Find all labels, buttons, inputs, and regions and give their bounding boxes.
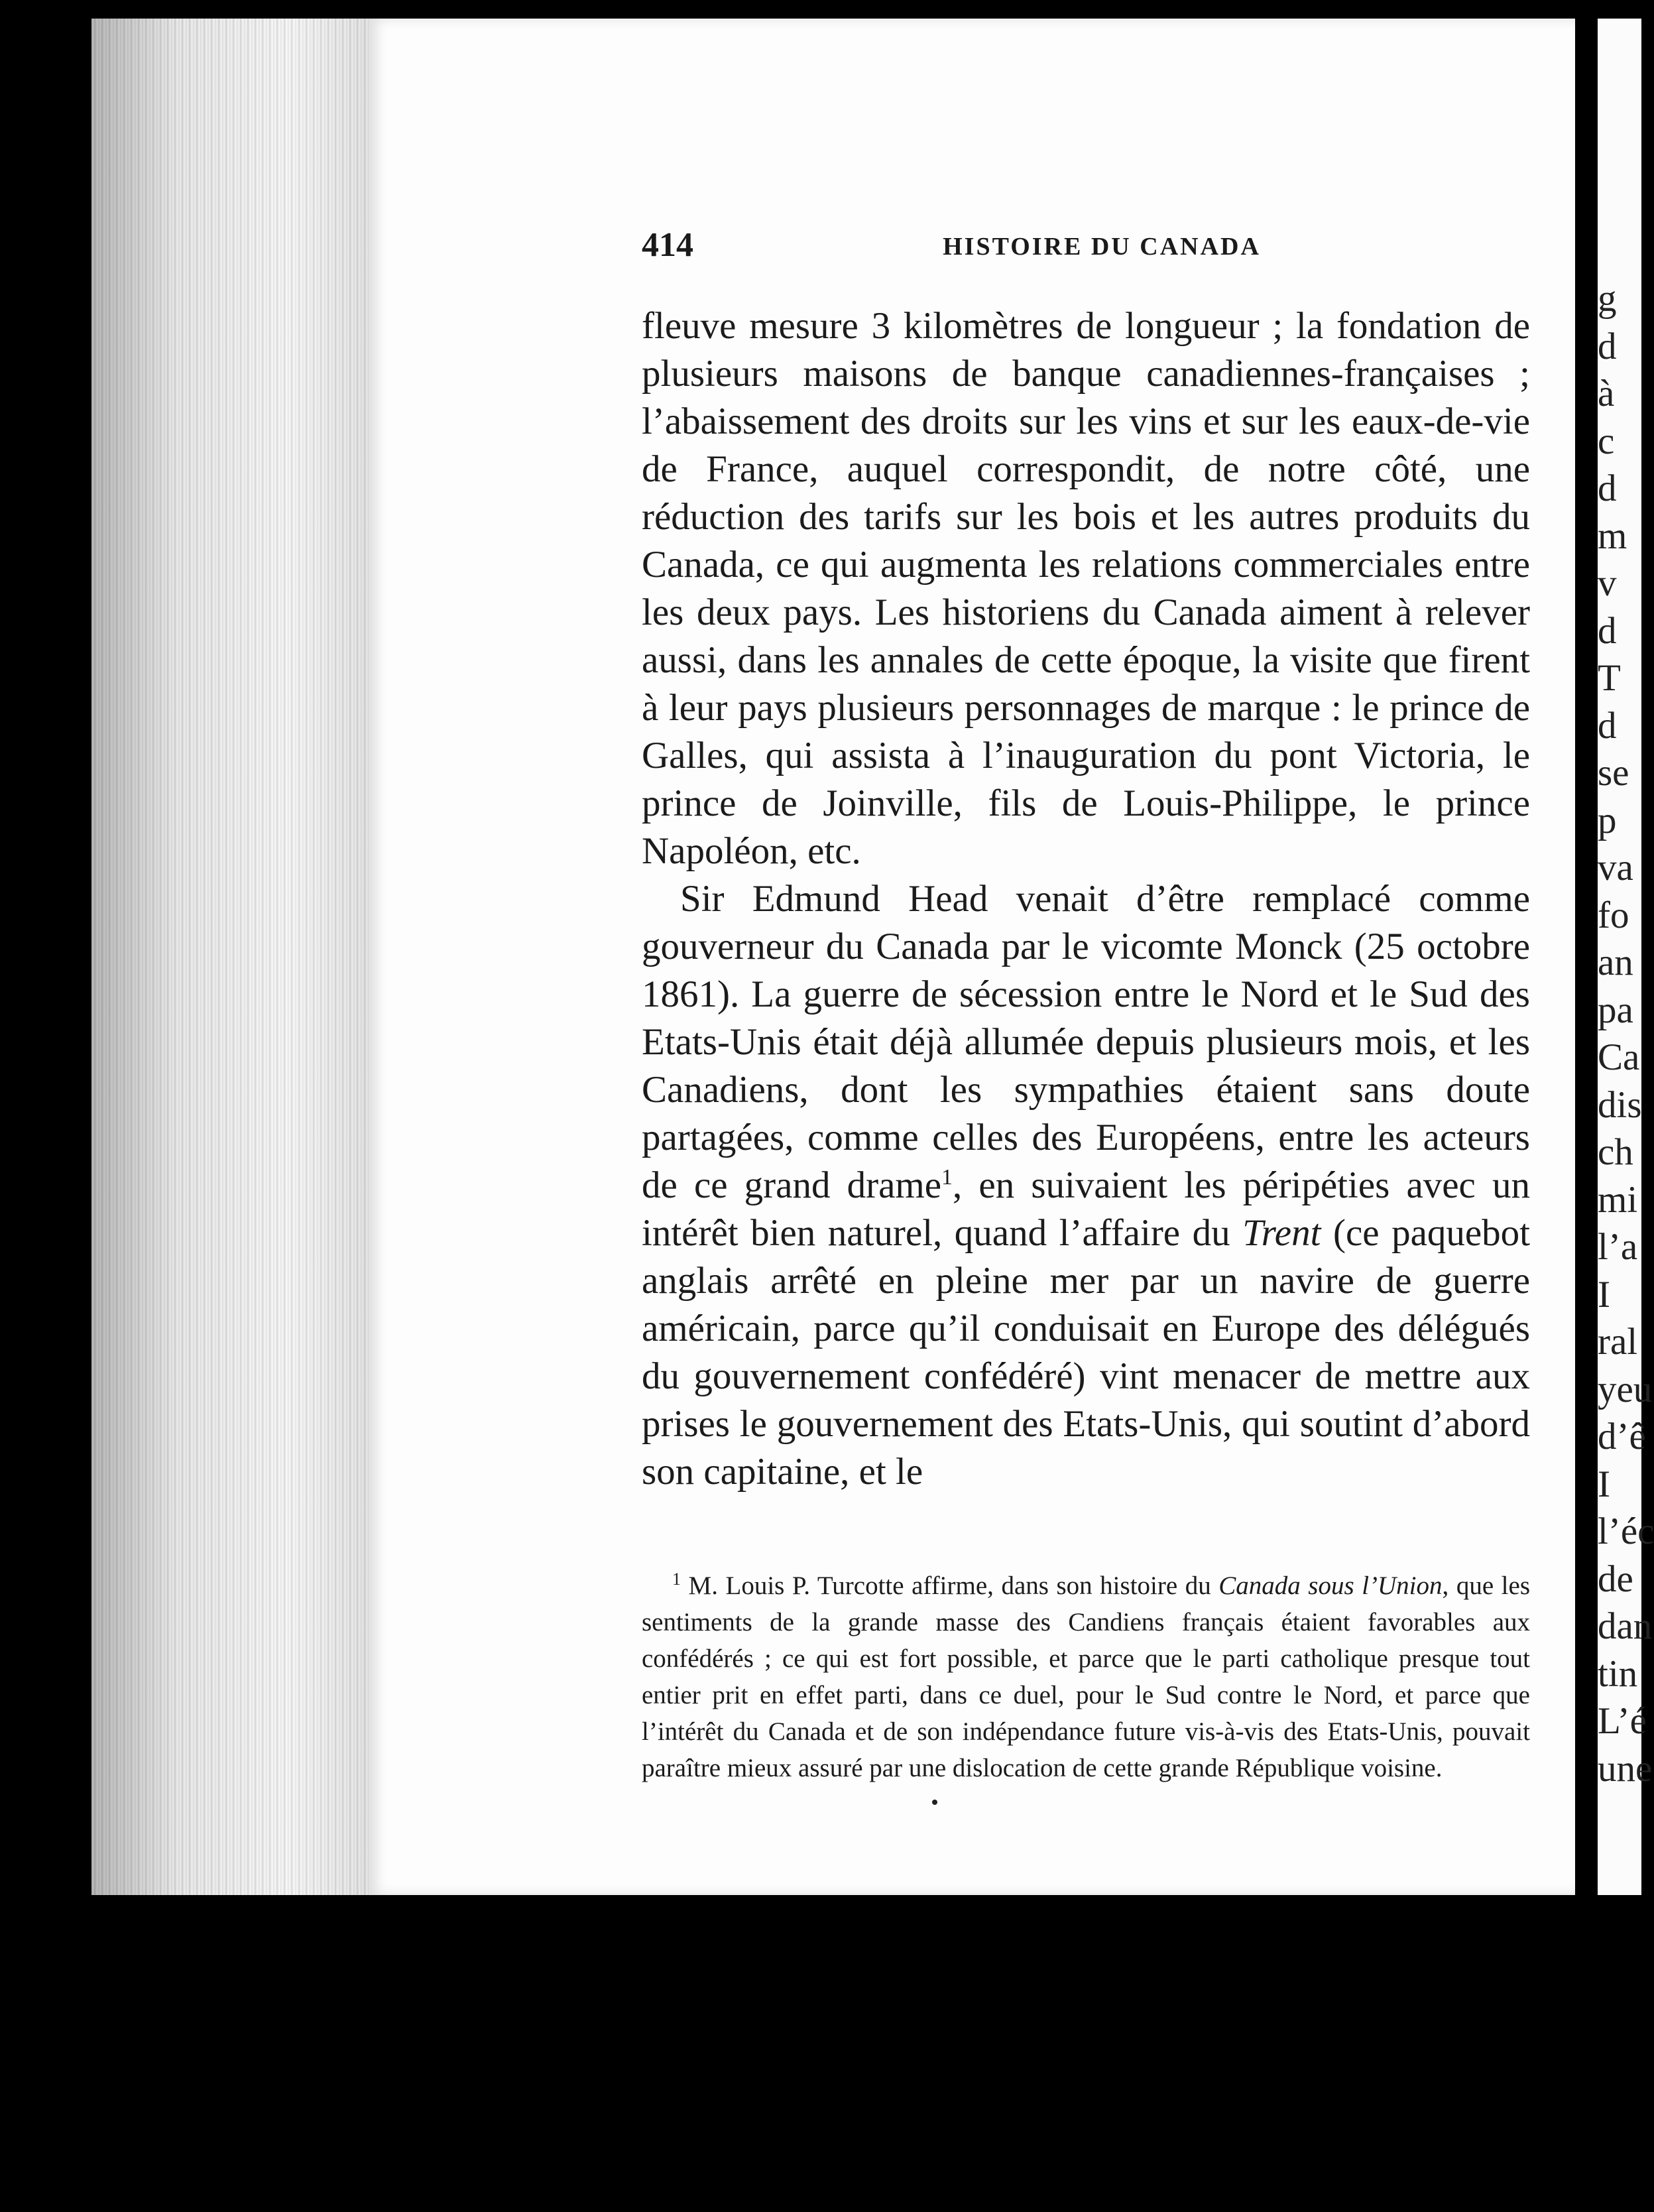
paragraph-2-text-c: (ce paquebot anglais arrêté en pleine mer par un navire de guerre américain, parce qu’il conduisait en Europe des délégués du gouvernement confédéré) vint menacer de mettre aux prises le gouvernement des Etats-Unis, qui soutint d’abord son capitaine, et le: [642, 1212, 1531, 1493]
paragraph-2: [642, 875, 1530, 1496]
next-page-fragment: L’é: [1598, 1700, 1647, 1742]
next-page-fragment: d: [1598, 609, 1617, 652]
next-page-fragment: une: [1598, 1747, 1653, 1790]
footnote: [642, 1567, 1530, 1786]
footnote-mark: 1: [672, 1569, 681, 1589]
page-header: [642, 225, 1562, 272]
next-page-fragment: g: [1598, 278, 1617, 320]
next-page-fragment: d’ê: [1598, 1416, 1646, 1457]
next-page-fragment: fo: [1598, 894, 1629, 936]
next-page-fragment: an: [1598, 942, 1633, 983]
next-page-fragment: I: [1598, 1273, 1610, 1316]
next-page-fragment: se: [1598, 752, 1629, 794]
next-page-fragment: l’éc: [1598, 1510, 1654, 1552]
next-page-edge: [1598, 19, 1654, 1895]
next-page-fragment: d: [1598, 704, 1617, 747]
next-page-fragment: Ca: [1598, 1036, 1640, 1078]
paragraph-2-text-a: Sir Edmund Head venait d’être remplacé comme gouverneur du Canada par le vicomte Monck (25 octobre 1861). La guerre de sécession entre le Nord et le Sud des Etats-Unis était déjà allumée depuis plusieurs mois, et les Canadiens, dont les sympathies étaient sans doute partagées, comme celles des Européens, entre les acteurs de ce grand drame: [642, 878, 1530, 1206]
next-page-fragment: c: [1598, 420, 1615, 462]
next-page-fragment: p: [1598, 799, 1617, 841]
book-page: [369, 19, 1575, 1895]
next-page-fragment: T: [1598, 657, 1621, 699]
next-page-fragment: d: [1598, 325, 1617, 367]
next-page-fragment: ral: [1598, 1321, 1638, 1363]
next-page-fragment: m: [1598, 515, 1627, 557]
page-speck: [932, 1800, 937, 1805]
next-page-fragment: tin: [1598, 1652, 1638, 1695]
paragraph-2-text-b: , en suivaient les péripéties avec un intérêt bien naturel, quand l’affaire du: [642, 1164, 1530, 1254]
next-page-fragment: v: [1598, 562, 1617, 604]
next-page-fragment: à: [1598, 373, 1615, 414]
footnote-book-title: Canada sous l’Union: [1218, 1571, 1443, 1600]
next-page-fragment: dis: [1598, 1083, 1642, 1126]
page-number: 414: [642, 226, 693, 264]
next-page-fragment: ch: [1598, 1131, 1633, 1173]
body-text: [642, 302, 1530, 1496]
next-page-fragment: dan: [1598, 1605, 1653, 1647]
footnote-text-b: , que les sentiments de la grande masse des Candiens français étaient favorables aux confédérés ; ce qui est fort possible, et parce que le parti catholique presque tout entier prit en effet parti, dans ce duel, pour le Sud contre le Nord, et parce que l’intérêt du Canada et de son indépendance future vis-à-vis des Etats-Unis, pouvait paraître mieux assuré par une dislocation de cette grande République voisine.: [642, 1571, 1530, 1782]
next-page-fragment: I: [1598, 1463, 1610, 1505]
next-page-fragment: mi: [1598, 1178, 1638, 1221]
paragraph-1: fleuve mesure 3 kilomètres de longueur ; la fondation de plusieurs maisons de banque canadiennes-françaises ; l’abaissement des droits sur les vins et sur les eaux-de-vie de France, auquel correspondit, de notre côté, une réduction des tarifs sur les bois et les autres produits du Canada, ce qui augmenta les relations commerciales entre les deux pays. Les historiens du Canada aiment à relever aussi, dans les annales de cette époque, la visite que firent à leur pays plusieurs personnages de marque : le prince de Galles, qui assista à l’inauguration du pont Victoria, le prince de Joinville, fils de Louis-Philippe, le prince Napoléon, etc.: [642, 305, 1530, 872]
next-page-fragment: de: [1598, 1558, 1633, 1600]
next-page-fragment: va: [1598, 847, 1633, 889]
next-page-fragment: l’a: [1598, 1226, 1638, 1268]
next-page-fragment: d: [1598, 467, 1617, 509]
next-page-fragment: pa: [1598, 989, 1633, 1031]
footnote-reference: 1: [941, 1165, 953, 1190]
footnote-text-a: M. Louis P. Turcotte affirme, dans son histoire du: [681, 1571, 1219, 1600]
ship-name: Trent: [1242, 1212, 1321, 1254]
running-head: HISTOIRE DU CANADA: [943, 233, 1261, 261]
next-page-fragment: yeu: [1598, 1368, 1653, 1410]
page-edges: [91, 19, 378, 1895]
